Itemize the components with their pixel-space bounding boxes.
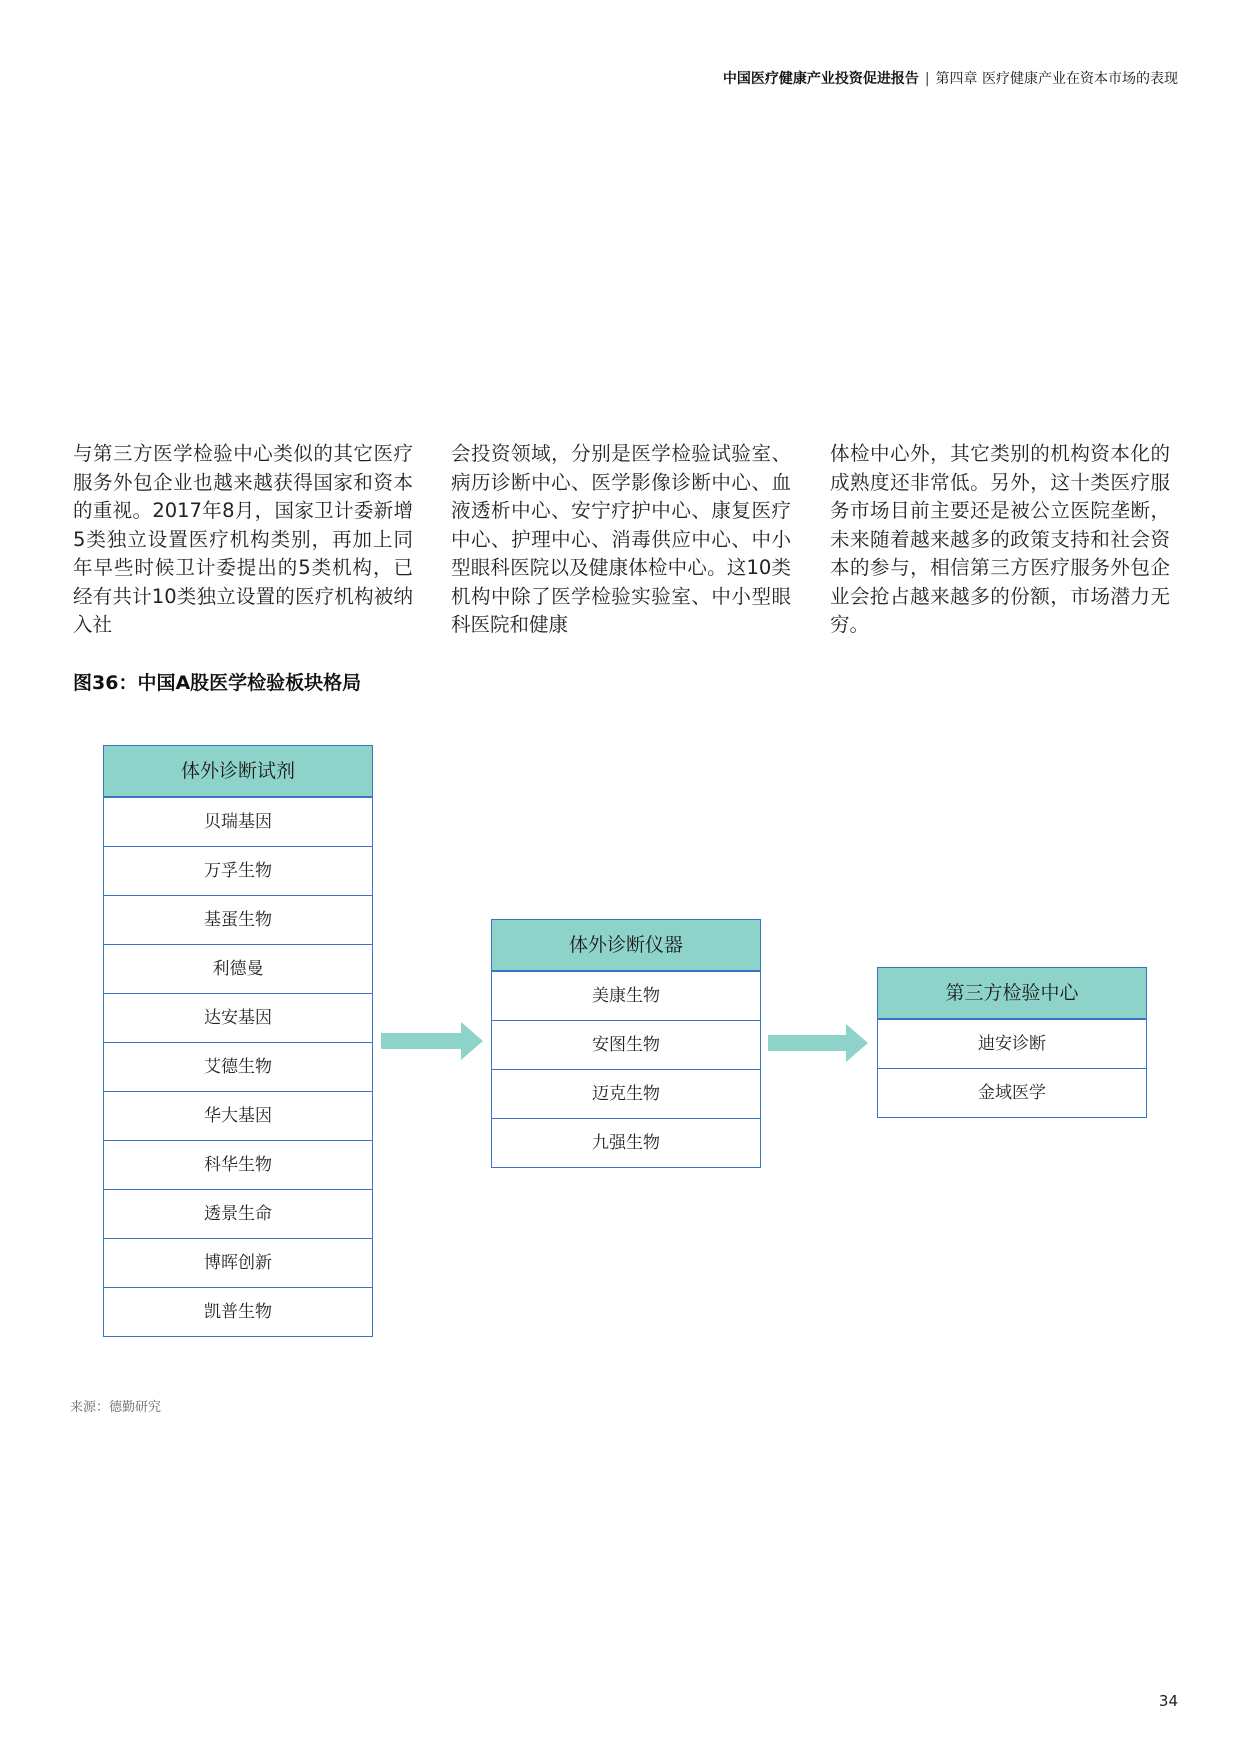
company-item: 迪安诊断 <box>878 1019 1146 1068</box>
report-title: 中国医疗健康产业投资促进报告 <box>722 71 919 87</box>
group-ivd-reagents <box>103 745 373 1337</box>
company-item: 迈克生物 <box>492 1069 760 1118</box>
company-item: 科华生物 <box>104 1140 372 1189</box>
running-header <box>723 68 1178 88</box>
body-text-column-3: 体检中心外，其它类别的机构资本化的成熟度还非常低。另外，这十类医疗服务市场目前主要还是被公立医院垄断，未来随着越来越多的政策支持和社会资本的参与，相信第三方医疗服务外包企业会抢占越来越多的份额，市场潜力无穷。 <box>830 442 1170 636</box>
company-item: 博晖创新 <box>104 1238 372 1287</box>
body-text-column-2: 会投资领域，分别是医学检验试验室、病历诊断中心、医学影像诊断中心、血液透析中心、安宁疗护中心、康复医疗中心、护理中心、消毒供应中心、中小型眼科医院以及健康体检中心。这10类机构中除了医学检验实验室、中小型眼科医院和健康 <box>451 442 791 636</box>
company-item: 利德曼 <box>104 944 372 993</box>
company-item: 艾德生物 <box>104 1042 372 1091</box>
body-text-column-1: 与第三方医学检验中心类似的其它医疗服务外包企业也越来越获得国家和资本的重视。2017年8月，国家卫计委新增5类独立设置医疗机构类别，再加上同年早些时候卫计委提出的5类机构，已经有共计10类独立设置的医疗机构被纳入社 <box>73 442 413 636</box>
header-separator: | <box>924 71 930 87</box>
flow-arrow-icon <box>768 1024 868 1062</box>
company-item: 基蛋生物 <box>104 895 372 944</box>
page-number: 34 <box>1158 1692 1178 1710</box>
group-header: 体外诊断仪器 <box>492 920 760 971</box>
company-item: 金域医学 <box>878 1068 1146 1117</box>
company-item: 万孚生物 <box>104 846 372 895</box>
group-header: 体外诊断试剂 <box>104 746 372 797</box>
company-item: 凯普生物 <box>104 1287 372 1336</box>
company-item: 华大基因 <box>104 1091 372 1140</box>
group-ivd-instruments <box>491 919 761 1168</box>
chapter-title: 第四章 医疗健康产业在资本市场的表现 <box>935 71 1178 87</box>
company-item: 安图生物 <box>492 1020 760 1069</box>
group-third-party-labs <box>877 967 1147 1118</box>
company-item: 贝瑞基因 <box>104 797 372 846</box>
company-item: 达安基因 <box>104 993 372 1042</box>
figure-title: 图36：中国A股医学检验板块格局 <box>73 672 362 694</box>
group-header: 第三方检验中心 <box>878 968 1146 1019</box>
figure-source: 来源：德勤研究 <box>70 1400 162 1415</box>
company-item: 透景生命 <box>104 1189 372 1238</box>
company-item: 九强生物 <box>492 1118 760 1167</box>
company-item: 美康生物 <box>492 971 760 1020</box>
flow-arrow-icon <box>381 1022 483 1060</box>
